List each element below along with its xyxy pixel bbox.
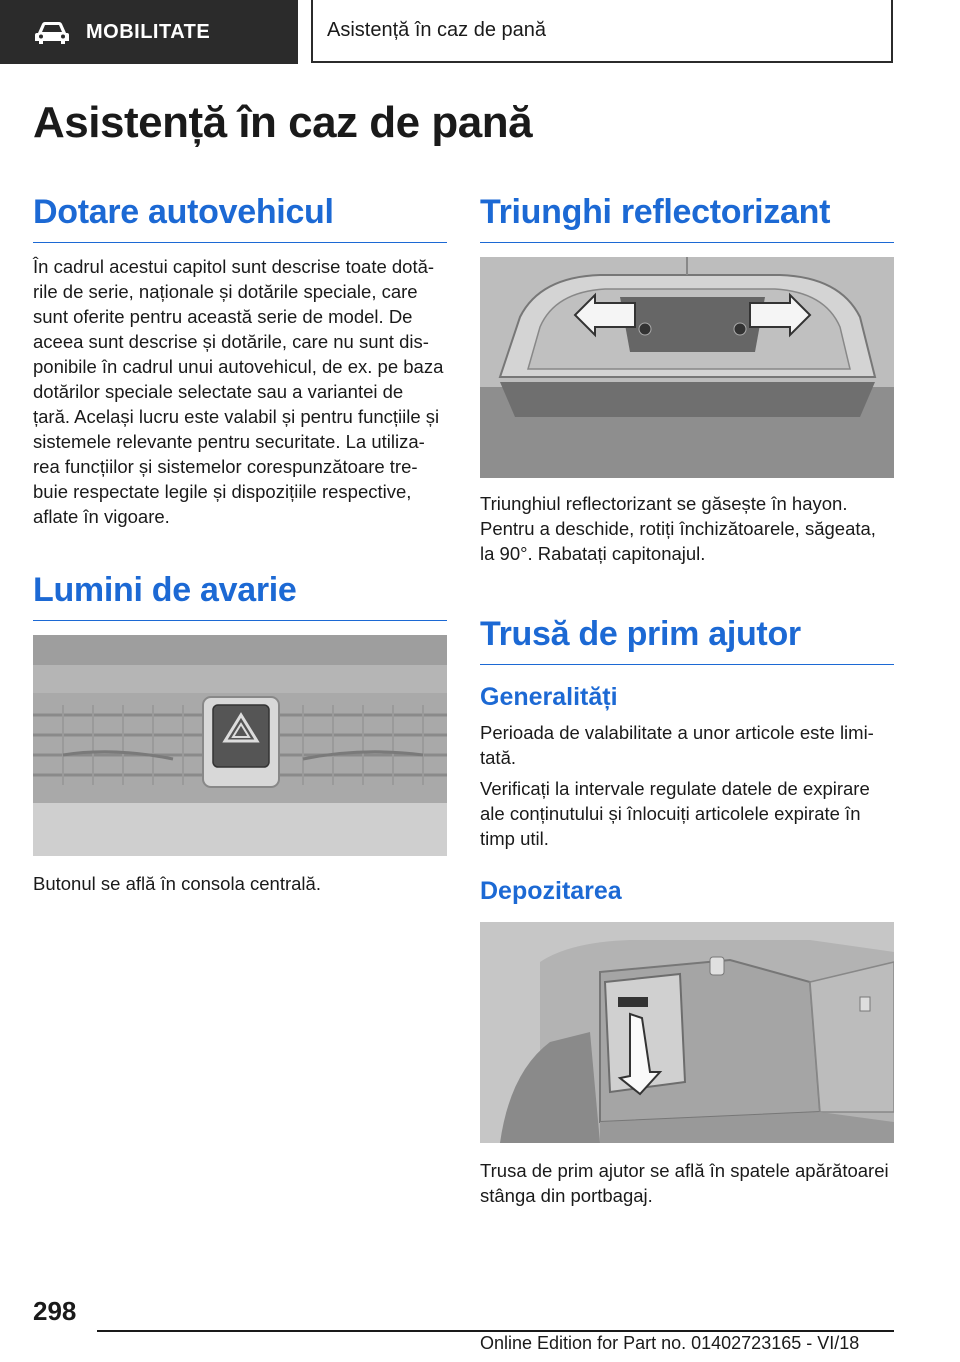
breadcrumb bbox=[311, 0, 893, 63]
heading-depozitarea: Depozitarea bbox=[480, 877, 622, 905]
depozitarea-paragraph bbox=[480, 1158, 894, 1208]
footer-divider bbox=[97, 1330, 894, 1332]
text-line: Perioada de valabilitate a unor articole este limi‐ bbox=[480, 722, 874, 743]
text-line: aflate în vigoare. bbox=[33, 506, 170, 527]
hazard-button-illustration bbox=[33, 635, 447, 856]
text-line: Verificați la intervale regulate datele de expirare bbox=[480, 778, 870, 799]
text-line: sunt oferite pentru această serie de model. De bbox=[33, 306, 413, 327]
lumini-caption: Butonul se află în consola centrală. bbox=[33, 873, 321, 894]
text-line: ponibile în cadrul unui autovehicul, de ex. pe baza bbox=[33, 356, 444, 377]
triunghi-paragraph bbox=[480, 491, 894, 566]
text-line: Pentru a deschide, rotiți închizătoarele, săgeata, bbox=[480, 518, 876, 539]
text-line: Trusa de prim ajutor se află în spatele apărătoarei bbox=[480, 1160, 889, 1181]
page-title: Asistență în caz de pană bbox=[33, 98, 533, 147]
text-line: sistemele relevante pentru securitate. La utiliza‐ bbox=[33, 431, 425, 452]
section-label: MOBILITATE bbox=[86, 20, 211, 43]
text-line: tată. bbox=[480, 747, 516, 768]
text-line: Triunghiul reflectorizant se găsește în hayon. bbox=[480, 493, 848, 514]
car-icon bbox=[34, 19, 70, 45]
heading-dotare-autovehicul: Dotare autovehicul bbox=[33, 193, 447, 243]
text-line: În cadrul acestui capitol sunt descrise toate dotă‐ bbox=[33, 256, 435, 277]
page-number: 298 bbox=[33, 1296, 77, 1326]
breadcrumb-label: Asistență în caz de pană bbox=[327, 19, 547, 41]
text-line: la 90°. Rabatați capitonajul. bbox=[480, 543, 706, 564]
text-line: ale conținutului și înlocuiți articolele expirate în bbox=[480, 803, 861, 824]
warning-triangle-illustration bbox=[480, 257, 894, 478]
dotare-paragraph bbox=[33, 254, 447, 529]
text-line: rile de serie, naționale și dotările speciale, care bbox=[33, 281, 418, 302]
heading-generalitati: Generalități bbox=[480, 683, 618, 711]
first-aid-kit-location-illustration bbox=[480, 922, 894, 1143]
generalitati-paragraph-2 bbox=[480, 776, 894, 851]
generalitati-paragraph-1 bbox=[480, 720, 894, 770]
heading-trusa-de-prim-ajutor: Trusă de prim ajutor bbox=[480, 615, 894, 665]
text-line: buie respectate legile și dispozițiile respective, bbox=[33, 481, 412, 502]
text-line: stânga din portbagaj. bbox=[480, 1185, 653, 1206]
text-line: timp util. bbox=[480, 828, 549, 849]
heading-triunghi-reflectorizant: Triunghi reflectorizant bbox=[480, 193, 894, 243]
text-line: dotărilor speciale selectate sau a variantei de bbox=[33, 381, 404, 402]
header-section-tab bbox=[0, 0, 298, 64]
text-line: rea funcțiilor și sistemelor corespunzătoare tre‐ bbox=[33, 456, 418, 477]
text-line: aceea sunt descrise și dotările, care nu sunt dis‐ bbox=[33, 331, 429, 352]
heading-lumini-de-avarie: Lumini de avarie bbox=[33, 571, 447, 621]
footer-edition: Online Edition for Part no. 01402723165 - VI/18 bbox=[480, 1333, 860, 1353]
text-line: țară. Același lucru este valabil și pentru funcțiile și bbox=[33, 406, 440, 427]
